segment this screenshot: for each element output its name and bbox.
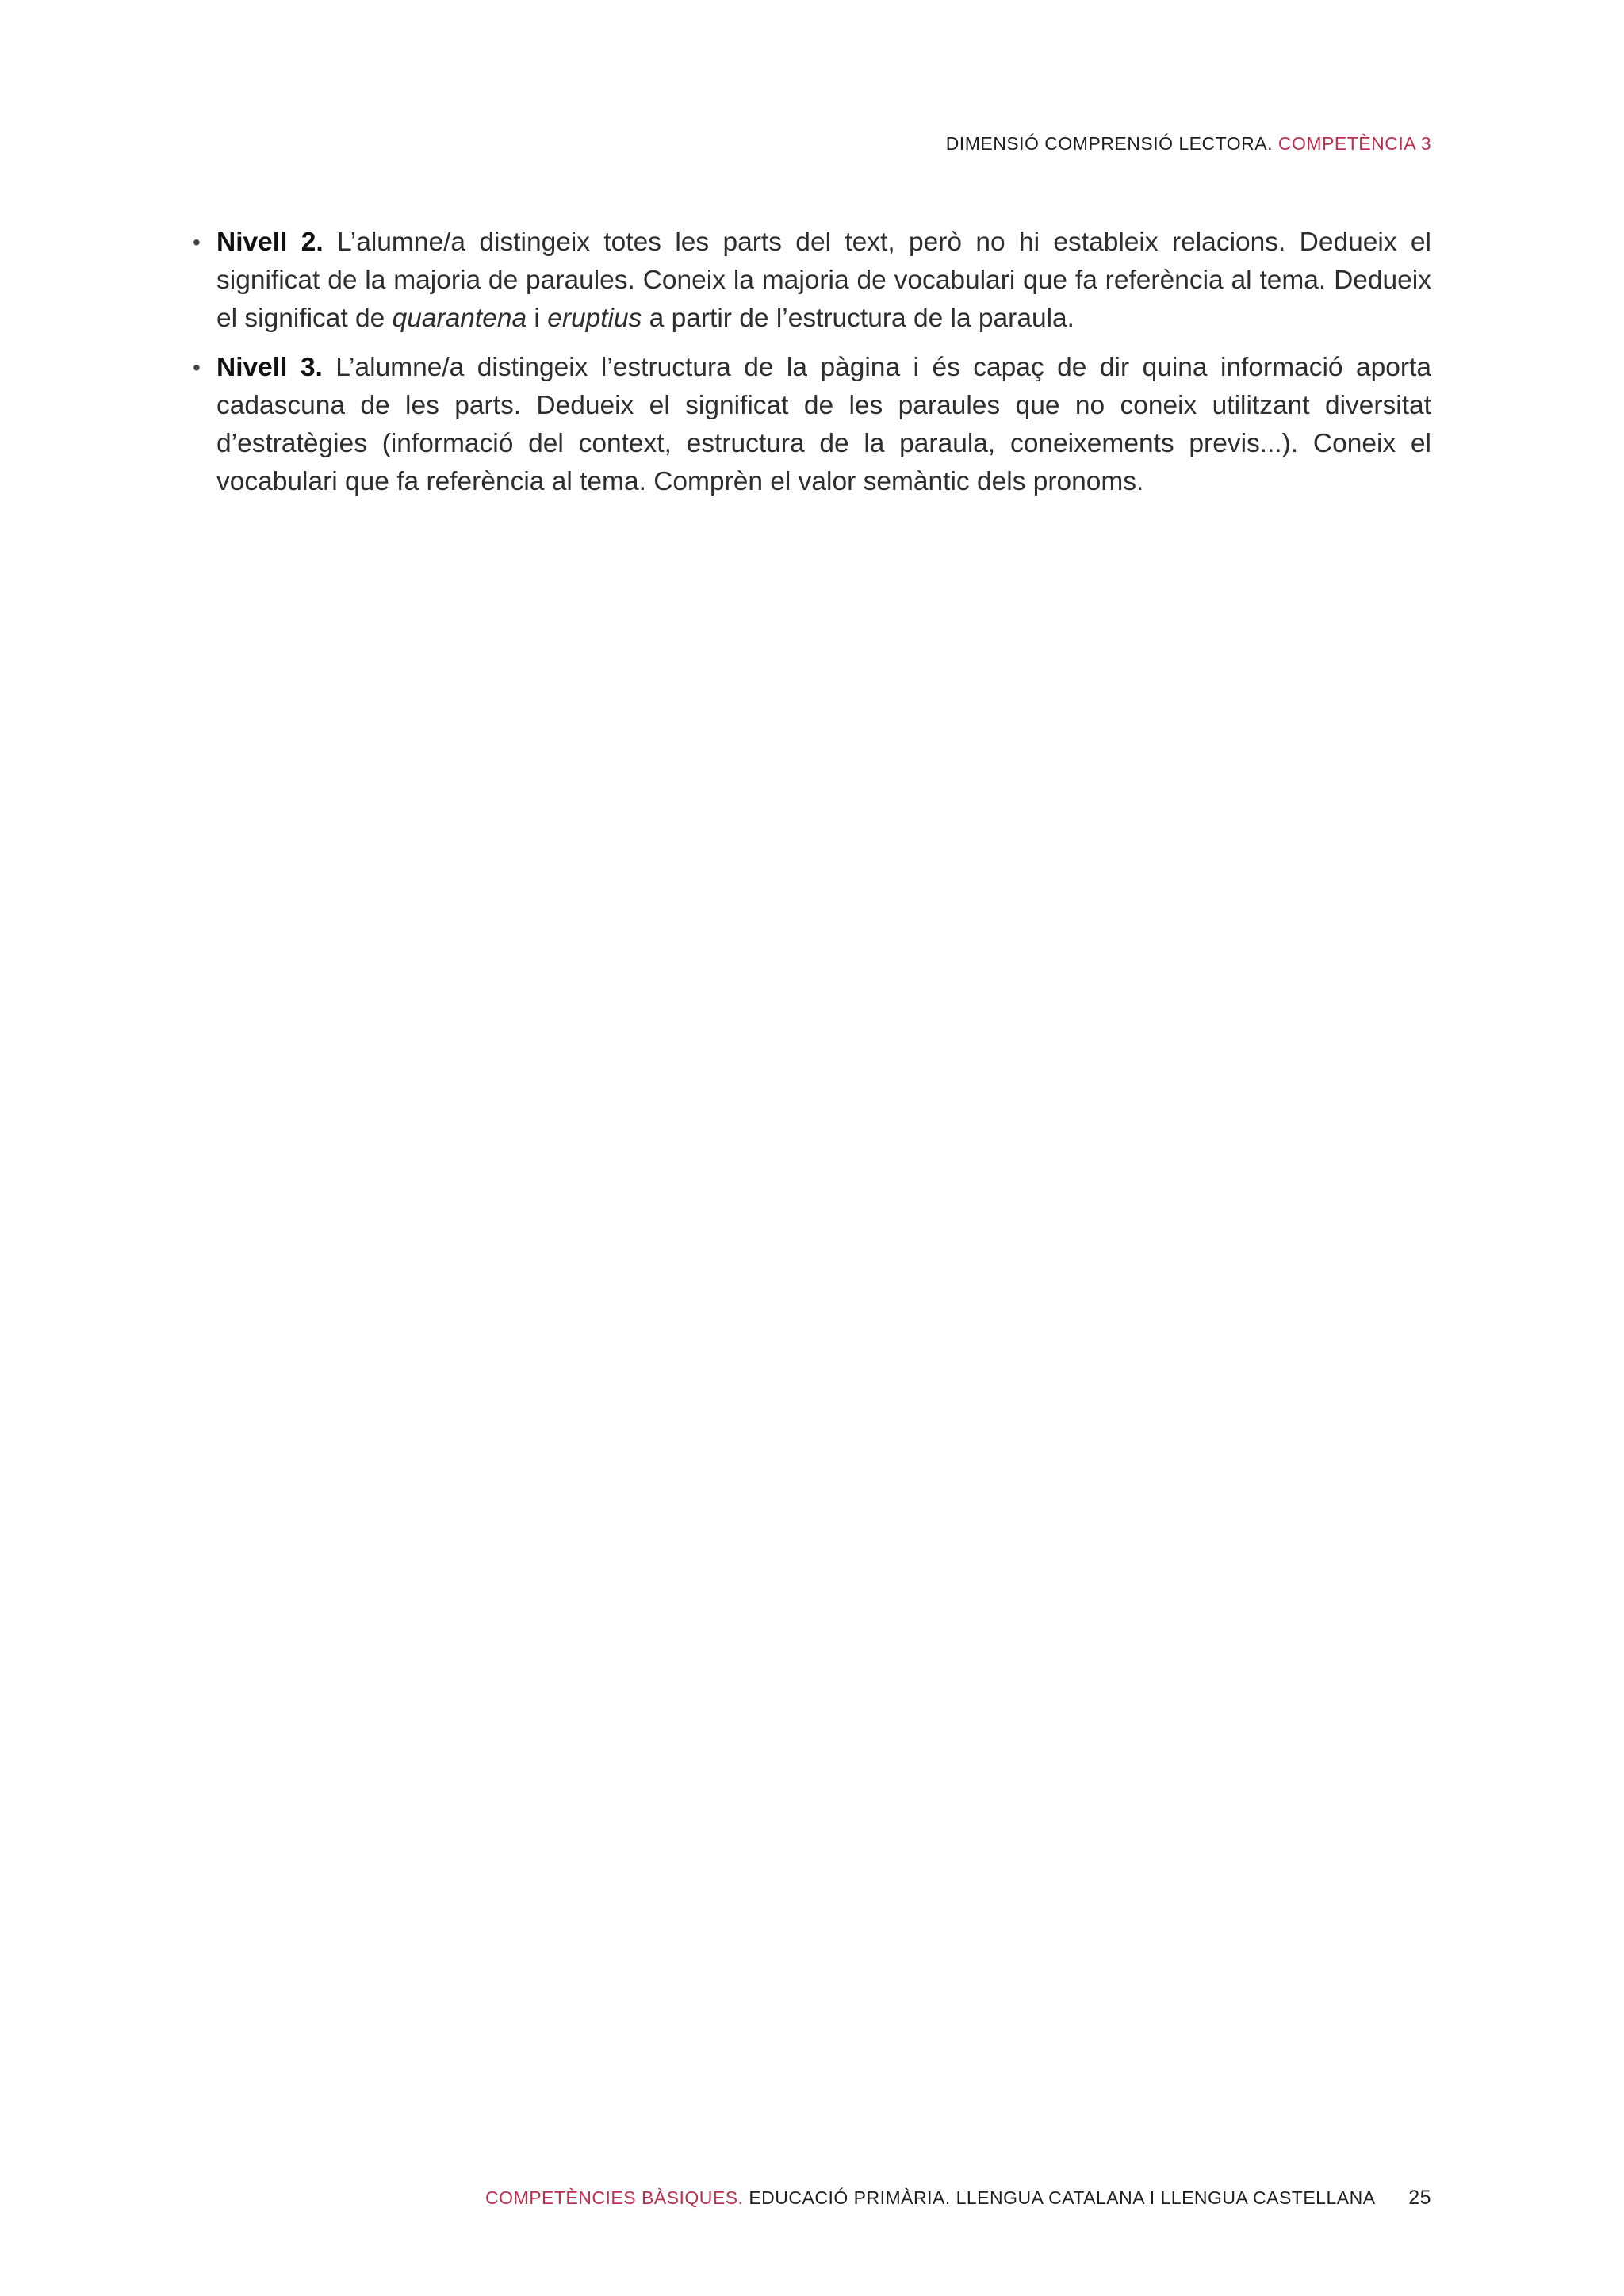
running-header bbox=[946, 133, 1431, 155]
list-item-level-3 bbox=[193, 349, 1432, 501]
item-italic-term: eruptius bbox=[547, 304, 642, 333]
item-lead: Nivell 2. bbox=[216, 228, 324, 257]
header-section: DIMENSIÓ COMPRENSIÓ LECTORA. bbox=[945, 133, 1273, 154]
footer-title: EDUCACIÓ PRIMÀRIA. LLENGUA CATALANA I LLENGUA CASTELLANA bbox=[749, 2187, 1375, 2208]
main-content bbox=[193, 224, 1432, 512]
header-competence: COMPETÈNCIA 3 bbox=[1277, 133, 1431, 154]
item-italic-term: quarantena bbox=[392, 304, 527, 333]
item-text: L’alumne/a distingeix totes les parts del text, però no hi estableix relacions. Dedueix el significat de la majoria de paraules. Coneix la majoria de vocabulari que fa referència al tema. Dedueix el significat de bbox=[216, 228, 1431, 333]
list-item-level-2 bbox=[193, 224, 1431, 338]
footer-series: COMPETÈNCIES BÀSIQUES. bbox=[485, 2187, 744, 2208]
bullet-icon: • bbox=[193, 230, 201, 254]
item-lead: Nivell 3. bbox=[216, 353, 323, 382]
bullet-icon: • bbox=[193, 355, 201, 380]
running-footer bbox=[485, 2187, 1431, 2210]
item-text: L’alumne/a distingeix l’estructura de la pàgina i és capaç de dir quina informació aporta cadascuna de les parts. Dedueix el significat de les paraules que no coneix utilitzant diversitat d’estratègies (informació del context, estructura de la paraula, coneixements previs...). Coneix el vocabulari que fa referència al tema. Comprèn el valor semàntic dels pronoms. bbox=[216, 353, 1432, 496]
item-text: i bbox=[527, 304, 548, 333]
page-number: 25 bbox=[1408, 2187, 1431, 2209]
item-text: a partir de l’estructura de la paraula. bbox=[642, 304, 1074, 333]
